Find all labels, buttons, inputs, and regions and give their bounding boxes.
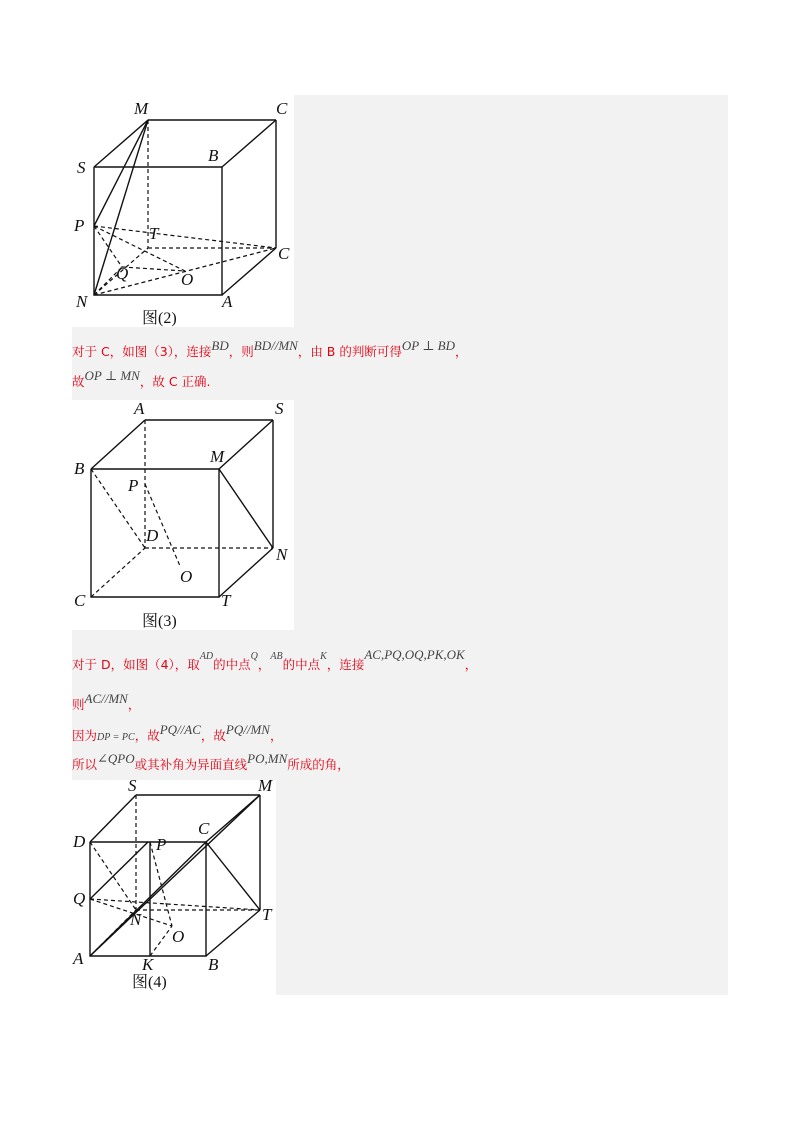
- figure-2-diagram: [72, 95, 294, 327]
- text-line-d3: [72, 722, 283, 744]
- label-T: T: [221, 591, 231, 610]
- math-d1-2: Q: [250, 651, 258, 662]
- text-c1-2: ，则: [228, 344, 254, 359]
- math-d1-1: AD: [199, 651, 214, 662]
- label-T: T: [262, 905, 272, 924]
- text-d1-5: ，连接: [326, 657, 365, 672]
- label-M: M: [134, 99, 149, 118]
- label-A: A: [134, 400, 145, 418]
- text-d2-1: 则: [72, 697, 85, 712]
- text-line-c1: [72, 338, 468, 360]
- math-c1-1: BD: [211, 338, 229, 353]
- label-Q: Q: [73, 889, 86, 908]
- label-P: P: [128, 476, 139, 495]
- text-d4-3: 所成的角，: [287, 757, 350, 772]
- text-d1-2: 的中点: [213, 657, 251, 672]
- label-B: B: [208, 955, 219, 974]
- math-d3-3: PQ//MN: [225, 722, 270, 737]
- label-O: O: [180, 567, 193, 586]
- text-d3-4: ，: [269, 728, 283, 743]
- label-T: T: [149, 224, 159, 243]
- text-line-d1: [72, 647, 478, 673]
- label-S: S: [275, 400, 284, 418]
- label-M: M: [258, 780, 273, 795]
- text-d3-1: 因为: [72, 728, 98, 743]
- text-c1-1: 对于 C，如图（3），连接: [72, 344, 212, 359]
- text-line-d2: [72, 691, 141, 713]
- text-d1-1: 对于 D，如图（4），取: [72, 657, 200, 672]
- text-d3-3: ，故: [200, 728, 226, 743]
- text-d1-3: ，: [257, 657, 271, 672]
- label-C-mid: C: [278, 244, 290, 263]
- figure-3-diagram: [72, 400, 294, 630]
- figure-3: [72, 400, 294, 630]
- text-d1-4: 的中点: [282, 657, 321, 672]
- text-c2-2: ，故 C 正确.: [139, 374, 211, 389]
- label-D: D: [73, 832, 86, 851]
- label-C-top: C: [276, 99, 288, 118]
- text-c1-3: ，由 B 的判断可得: [297, 344, 402, 359]
- label-N: N: [76, 292, 88, 311]
- label-B: B: [208, 146, 219, 165]
- text-c1-4: ，: [455, 344, 468, 359]
- label-A: A: [73, 949, 84, 968]
- label-P: P: [74, 216, 85, 235]
- label-S: S: [77, 158, 86, 177]
- label-S: S: [128, 780, 137, 795]
- text-line-c2: [72, 368, 211, 390]
- math-d3-1: DP = PC: [97, 732, 135, 743]
- label-Q: Q: [116, 264, 129, 283]
- text-line-d4: [72, 751, 350, 773]
- label-C: C: [74, 591, 86, 610]
- math-d4-2: PO,MN: [247, 751, 288, 766]
- text-d3-2: ，故: [134, 728, 160, 743]
- label-O: O: [172, 927, 185, 946]
- figure-2-caption: 图(2): [142, 310, 177, 327]
- label-B: B: [74, 459, 85, 478]
- math-d3-2: PQ//AC: [159, 722, 201, 737]
- math-c1-3: OP ⊥ BD: [401, 338, 456, 353]
- math-d1-3: AB: [270, 651, 283, 662]
- figure-2: [72, 95, 294, 327]
- label-C: C: [198, 819, 210, 838]
- math-d1-4: K: [320, 651, 327, 662]
- label-A: A: [222, 292, 233, 311]
- text-d4-2: 或其补角为异面直线: [134, 757, 248, 772]
- text-c2-1: 故: [72, 374, 85, 389]
- label-P: P: [156, 835, 167, 854]
- label-N: N: [276, 545, 288, 564]
- figure-4: [72, 780, 276, 995]
- text-d4-1: 所以: [72, 757, 98, 772]
- label-K: K: [142, 955, 154, 974]
- figure-4-caption: 图(4): [132, 974, 167, 991]
- content-panel: [72, 95, 728, 995]
- text-d1-6: ，: [464, 657, 478, 672]
- math-c1-2: BD//MN: [253, 338, 298, 353]
- math-d2-1: AC//MN: [84, 691, 128, 706]
- math-c2-1: OP ⊥ MN: [84, 368, 140, 383]
- text-d2-2: ，: [127, 697, 141, 712]
- math-d1-5: AC,PQ,OQ,PK,OK: [364, 647, 465, 662]
- label-M: M: [210, 447, 225, 466]
- math-d4-1: ∠QPO: [97, 751, 135, 766]
- figure-4-diagram: [72, 780, 276, 995]
- label-N: N: [130, 910, 142, 929]
- label-D: D: [146, 526, 159, 545]
- figure-3-caption: 图(3): [142, 613, 177, 630]
- label-O: O: [181, 270, 194, 289]
